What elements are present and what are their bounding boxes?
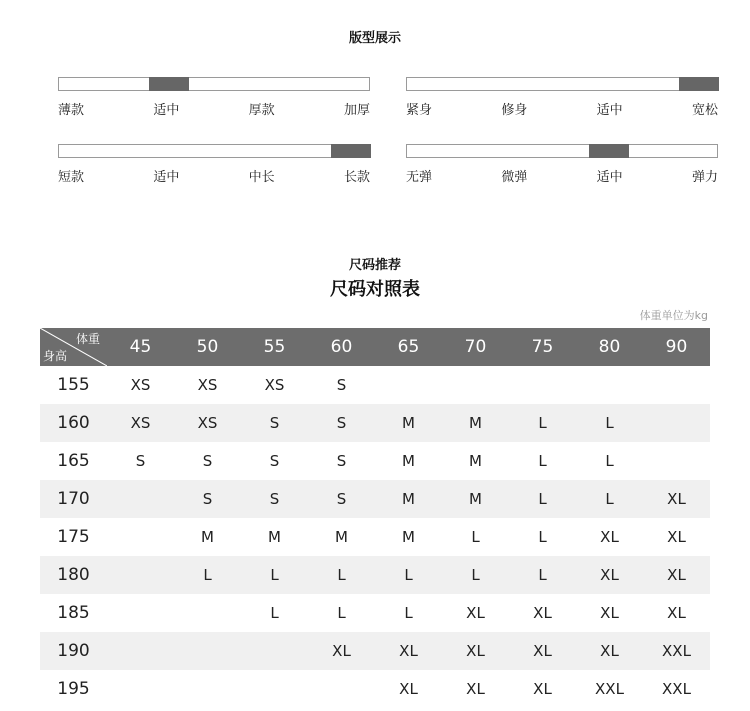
- height-cell: 195: [57, 679, 90, 699]
- size-cell: L: [241, 556, 308, 594]
- size-cell: XL: [667, 604, 686, 622]
- size-cell: M: [268, 528, 281, 546]
- size-cell: M: [402, 528, 415, 546]
- size-cell: L: [538, 452, 547, 470]
- table-row: [40, 670, 710, 708]
- size-cell: [643, 442, 710, 480]
- size-cell: M: [442, 404, 509, 442]
- size-recommend-title: 尺码推荐: [348, 258, 401, 273]
- size-cell: XL: [509, 632, 576, 670]
- size-cell: [107, 518, 174, 556]
- height-cell: 185: [57, 603, 90, 623]
- size-cell: L: [605, 452, 614, 470]
- fit-scale-label: 厚款: [248, 103, 275, 118]
- size-cell: XL: [442, 632, 509, 670]
- size-cell: XL: [600, 604, 619, 622]
- size-chart-table: [40, 328, 710, 708]
- weight-axis-label: 体重: [75, 332, 100, 346]
- fit-scale-label: 修身: [501, 103, 528, 118]
- size-cell: XL: [576, 556, 643, 594]
- fit-scale-label: 适中: [153, 103, 180, 118]
- size-cell: S: [269, 452, 280, 470]
- size-cell: XS: [130, 376, 151, 394]
- fit-scale-label: 紧身: [406, 103, 433, 118]
- size-cell: [174, 632, 241, 670]
- weight-header-cell: 90: [643, 328, 710, 366]
- height-cell: 170: [40, 480, 107, 518]
- table-row: [40, 404, 710, 442]
- size-cell: XS: [107, 404, 174, 442]
- size-cell: S: [308, 480, 375, 518]
- size-cell: XL: [399, 680, 418, 698]
- table-row: [40, 442, 710, 480]
- table-header-row: [40, 328, 710, 366]
- weight-header-cell: 65: [375, 328, 442, 366]
- fit-scale-marker: [331, 144, 371, 158]
- size-cell: M: [402, 452, 415, 470]
- height-cell: 160: [40, 404, 107, 442]
- size-cell: M: [442, 480, 509, 518]
- size-cell: [375, 366, 442, 404]
- table-row: [40, 366, 710, 404]
- size-cell: L: [509, 404, 576, 442]
- fit-scale-marker: [679, 77, 719, 91]
- table-row: [40, 518, 710, 556]
- size-cell: XL: [466, 604, 485, 622]
- fit-scale-label: 加厚: [344, 103, 371, 118]
- size-cell: [576, 366, 643, 404]
- fit-scale-label: 长款: [344, 170, 371, 185]
- size-cell: [107, 594, 174, 632]
- fit-scale-bar: [406, 144, 718, 158]
- size-cell: [174, 670, 241, 708]
- size-cell: XL: [667, 528, 686, 546]
- size-cell: [643, 404, 710, 442]
- size-cell: M: [375, 404, 442, 442]
- size-cell: S: [336, 376, 347, 394]
- weight-header-cell: 55: [241, 328, 308, 366]
- size-cell: [174, 594, 241, 632]
- weight-header-cell: 60: [308, 328, 375, 366]
- weight-header-cell: 45: [107, 328, 174, 366]
- size-cell: XL: [308, 632, 375, 670]
- size-cell: XS: [264, 376, 285, 394]
- size-cell: XL: [375, 632, 442, 670]
- height-cell: 165: [57, 451, 90, 471]
- size-cell: S: [202, 452, 213, 470]
- size-cell: L: [576, 480, 643, 518]
- size-cell: XS: [174, 404, 241, 442]
- size-cell: M: [201, 528, 214, 546]
- fit-scale-label: 适中: [153, 170, 180, 185]
- fit-scale-label: 短款: [58, 170, 85, 185]
- size-cell: [241, 670, 308, 708]
- size-cell: L: [538, 528, 547, 546]
- size-cell: [442, 366, 509, 404]
- height-cell: 155: [57, 375, 90, 395]
- size-cell: [107, 556, 174, 594]
- size-cell: S: [241, 480, 308, 518]
- size-cell: M: [375, 480, 442, 518]
- size-cell: XL: [466, 680, 485, 698]
- size-cell: [107, 632, 174, 670]
- weight-header-cell: 75: [509, 328, 576, 366]
- size-cell: XXL: [662, 680, 691, 698]
- size-cell: [308, 670, 375, 708]
- table-row: [40, 556, 710, 594]
- table-row: [40, 480, 710, 518]
- size-cell: XL: [643, 480, 710, 518]
- size-cell: S: [308, 404, 375, 442]
- fit-scale-label: 薄款: [58, 103, 85, 118]
- size-cell: L: [509, 556, 576, 594]
- table-body: [40, 366, 710, 708]
- table-row: [40, 632, 710, 670]
- fit-scale-label: 宽松: [692, 103, 719, 118]
- weight-header-cell: 80: [576, 328, 643, 366]
- fit-scale-label: 适中: [596, 103, 623, 118]
- fit-scale-marker: [149, 77, 189, 91]
- size-cell: XL: [643, 556, 710, 594]
- size-cell: [107, 670, 174, 708]
- size-cell: L: [308, 556, 375, 594]
- size-cell: L: [375, 556, 442, 594]
- size-cell: [107, 480, 174, 518]
- fit-scale-label: 适中: [596, 170, 623, 185]
- table-row: [40, 594, 710, 632]
- weight-header-cell: 70: [442, 328, 509, 366]
- size-chart-title: 尺码对照表: [330, 279, 420, 300]
- size-cell: L: [509, 480, 576, 518]
- size-cell: M: [469, 452, 482, 470]
- fit-scale-bar: [406, 77, 718, 91]
- size-cell: M: [335, 528, 348, 546]
- size-cell: L: [576, 404, 643, 442]
- size-cell: L: [471, 528, 480, 546]
- size-cell: XXL: [643, 632, 710, 670]
- size-cell: XL: [600, 528, 619, 546]
- fit-scale-label: 无弹: [406, 170, 433, 185]
- height-cell: 190: [40, 632, 107, 670]
- size-cell: XL: [533, 680, 552, 698]
- size-cell: S: [241, 404, 308, 442]
- fit-scale-marker: [589, 144, 629, 158]
- size-cell: S: [336, 452, 347, 470]
- size-cell: XS: [197, 376, 218, 394]
- size-cell: L: [270, 604, 279, 622]
- fit-section-title: 版型展示: [348, 31, 401, 46]
- size-cell: XL: [533, 604, 552, 622]
- fit-scale-label: 中长: [248, 170, 275, 185]
- fit-scale-bar: [58, 77, 370, 91]
- size-cell: [509, 366, 576, 404]
- size-cell: S: [174, 480, 241, 518]
- fit-scale-label: 微弹: [501, 170, 528, 185]
- height-cell: 180: [40, 556, 107, 594]
- size-cell: L: [174, 556, 241, 594]
- height-cell: 175: [57, 527, 90, 547]
- size-cell: S: [135, 452, 146, 470]
- size-cell: L: [337, 604, 346, 622]
- size-cell: [643, 366, 710, 404]
- height-axis-label: 身高: [43, 349, 68, 363]
- fit-scale-label: 弹力: [692, 170, 719, 185]
- size-cell: L: [442, 556, 509, 594]
- table-corner-cell: [40, 328, 107, 366]
- size-cell: [241, 632, 308, 670]
- size-cell: XXL: [595, 680, 624, 698]
- weight-unit-note: 体重单位为kg: [639, 309, 708, 322]
- size-cell: XL: [576, 632, 643, 670]
- size-cell: L: [404, 604, 413, 622]
- fit-scale-bar: [58, 144, 370, 158]
- weight-header-cell: 50: [174, 328, 241, 366]
